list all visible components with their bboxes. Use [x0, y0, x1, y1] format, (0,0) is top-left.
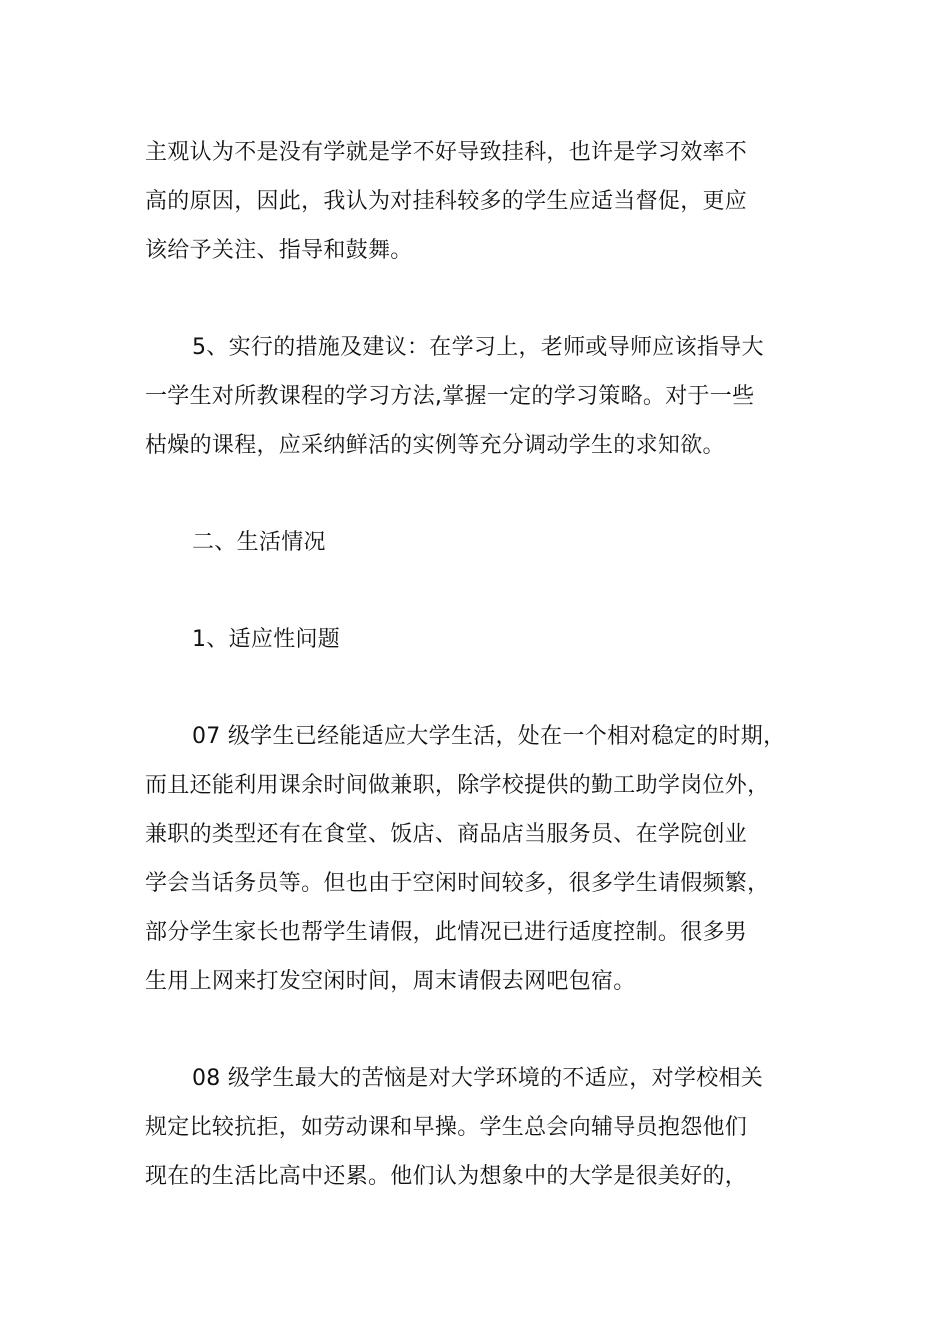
text-line: 08 级学生最大的苦恼是对大学环境的不适应，对学校相关	[192, 1066, 764, 1091]
subsection-heading-adaptability	[145, 615, 810, 664]
text-line: 兼职的类型还有在食堂、饭店、商品店当服务员、在学院创业	[145, 822, 748, 847]
text-line: 枯燥的课程，应采纳鲜活的实例等充分调动学生的求知欲。	[145, 433, 725, 458]
text-line: 该给予关注、指导和鼓舞。	[145, 238, 413, 263]
document-body	[145, 128, 810, 1201]
paragraph-study-attention	[145, 128, 810, 275]
paragraph-measures-suggestions	[145, 323, 810, 470]
paragraph-spacer	[145, 1006, 810, 1054]
subsection-heading: 1、适应性问题	[192, 627, 341, 652]
text-line: 5、实行的措施及建议：在学习上，老师或导师应该指导大	[192, 335, 764, 360]
text-line: 部分学生家长也帮学生请假，此情况已进行适度控制。很多男	[145, 920, 748, 945]
text-line: 现在的生活比高中还累。他们认为想象中的大学是很美好的，	[145, 1164, 748, 1189]
text-line: 主观认为不是没有学就是学不好导致挂科，也许是学习效率不	[145, 140, 748, 165]
text-line: 规定比较抗拒，如劳动课和早操。学生总会向辅导员抱怨他们	[145, 1115, 748, 1140]
text-line: 一学生对所教课程的学习方法,掌握一定的学习策略。对于一些	[145, 384, 755, 409]
paragraph-grade-07	[145, 712, 810, 1006]
paragraph-spacer	[145, 664, 810, 712]
text-line: 生用上网来打发空闲时间，周末请假去网吧包宿。	[145, 969, 636, 994]
section-heading: 二、生活情况	[192, 530, 326, 555]
paragraph-spacer	[145, 567, 810, 615]
text-line: 07 级学生已经能适应大学生活，处在一个相对稳定的时期，	[192, 724, 786, 749]
text-line: 高的原因，因此，我认为对挂科较多的学生应适当督促，更应	[145, 189, 748, 214]
text-line: 而且还能利用课余时间做兼职，除学校提供的勤工助学岗位外，	[145, 773, 770, 798]
paragraph-spacer	[145, 470, 810, 518]
text-line: 学会当话务员等。但也由于空闲时间较多，很多学生请假频繁，	[145, 871, 770, 896]
section-heading-life	[145, 518, 810, 567]
paragraph-grade-08	[145, 1054, 810, 1201]
paragraph-spacer	[145, 275, 810, 323]
